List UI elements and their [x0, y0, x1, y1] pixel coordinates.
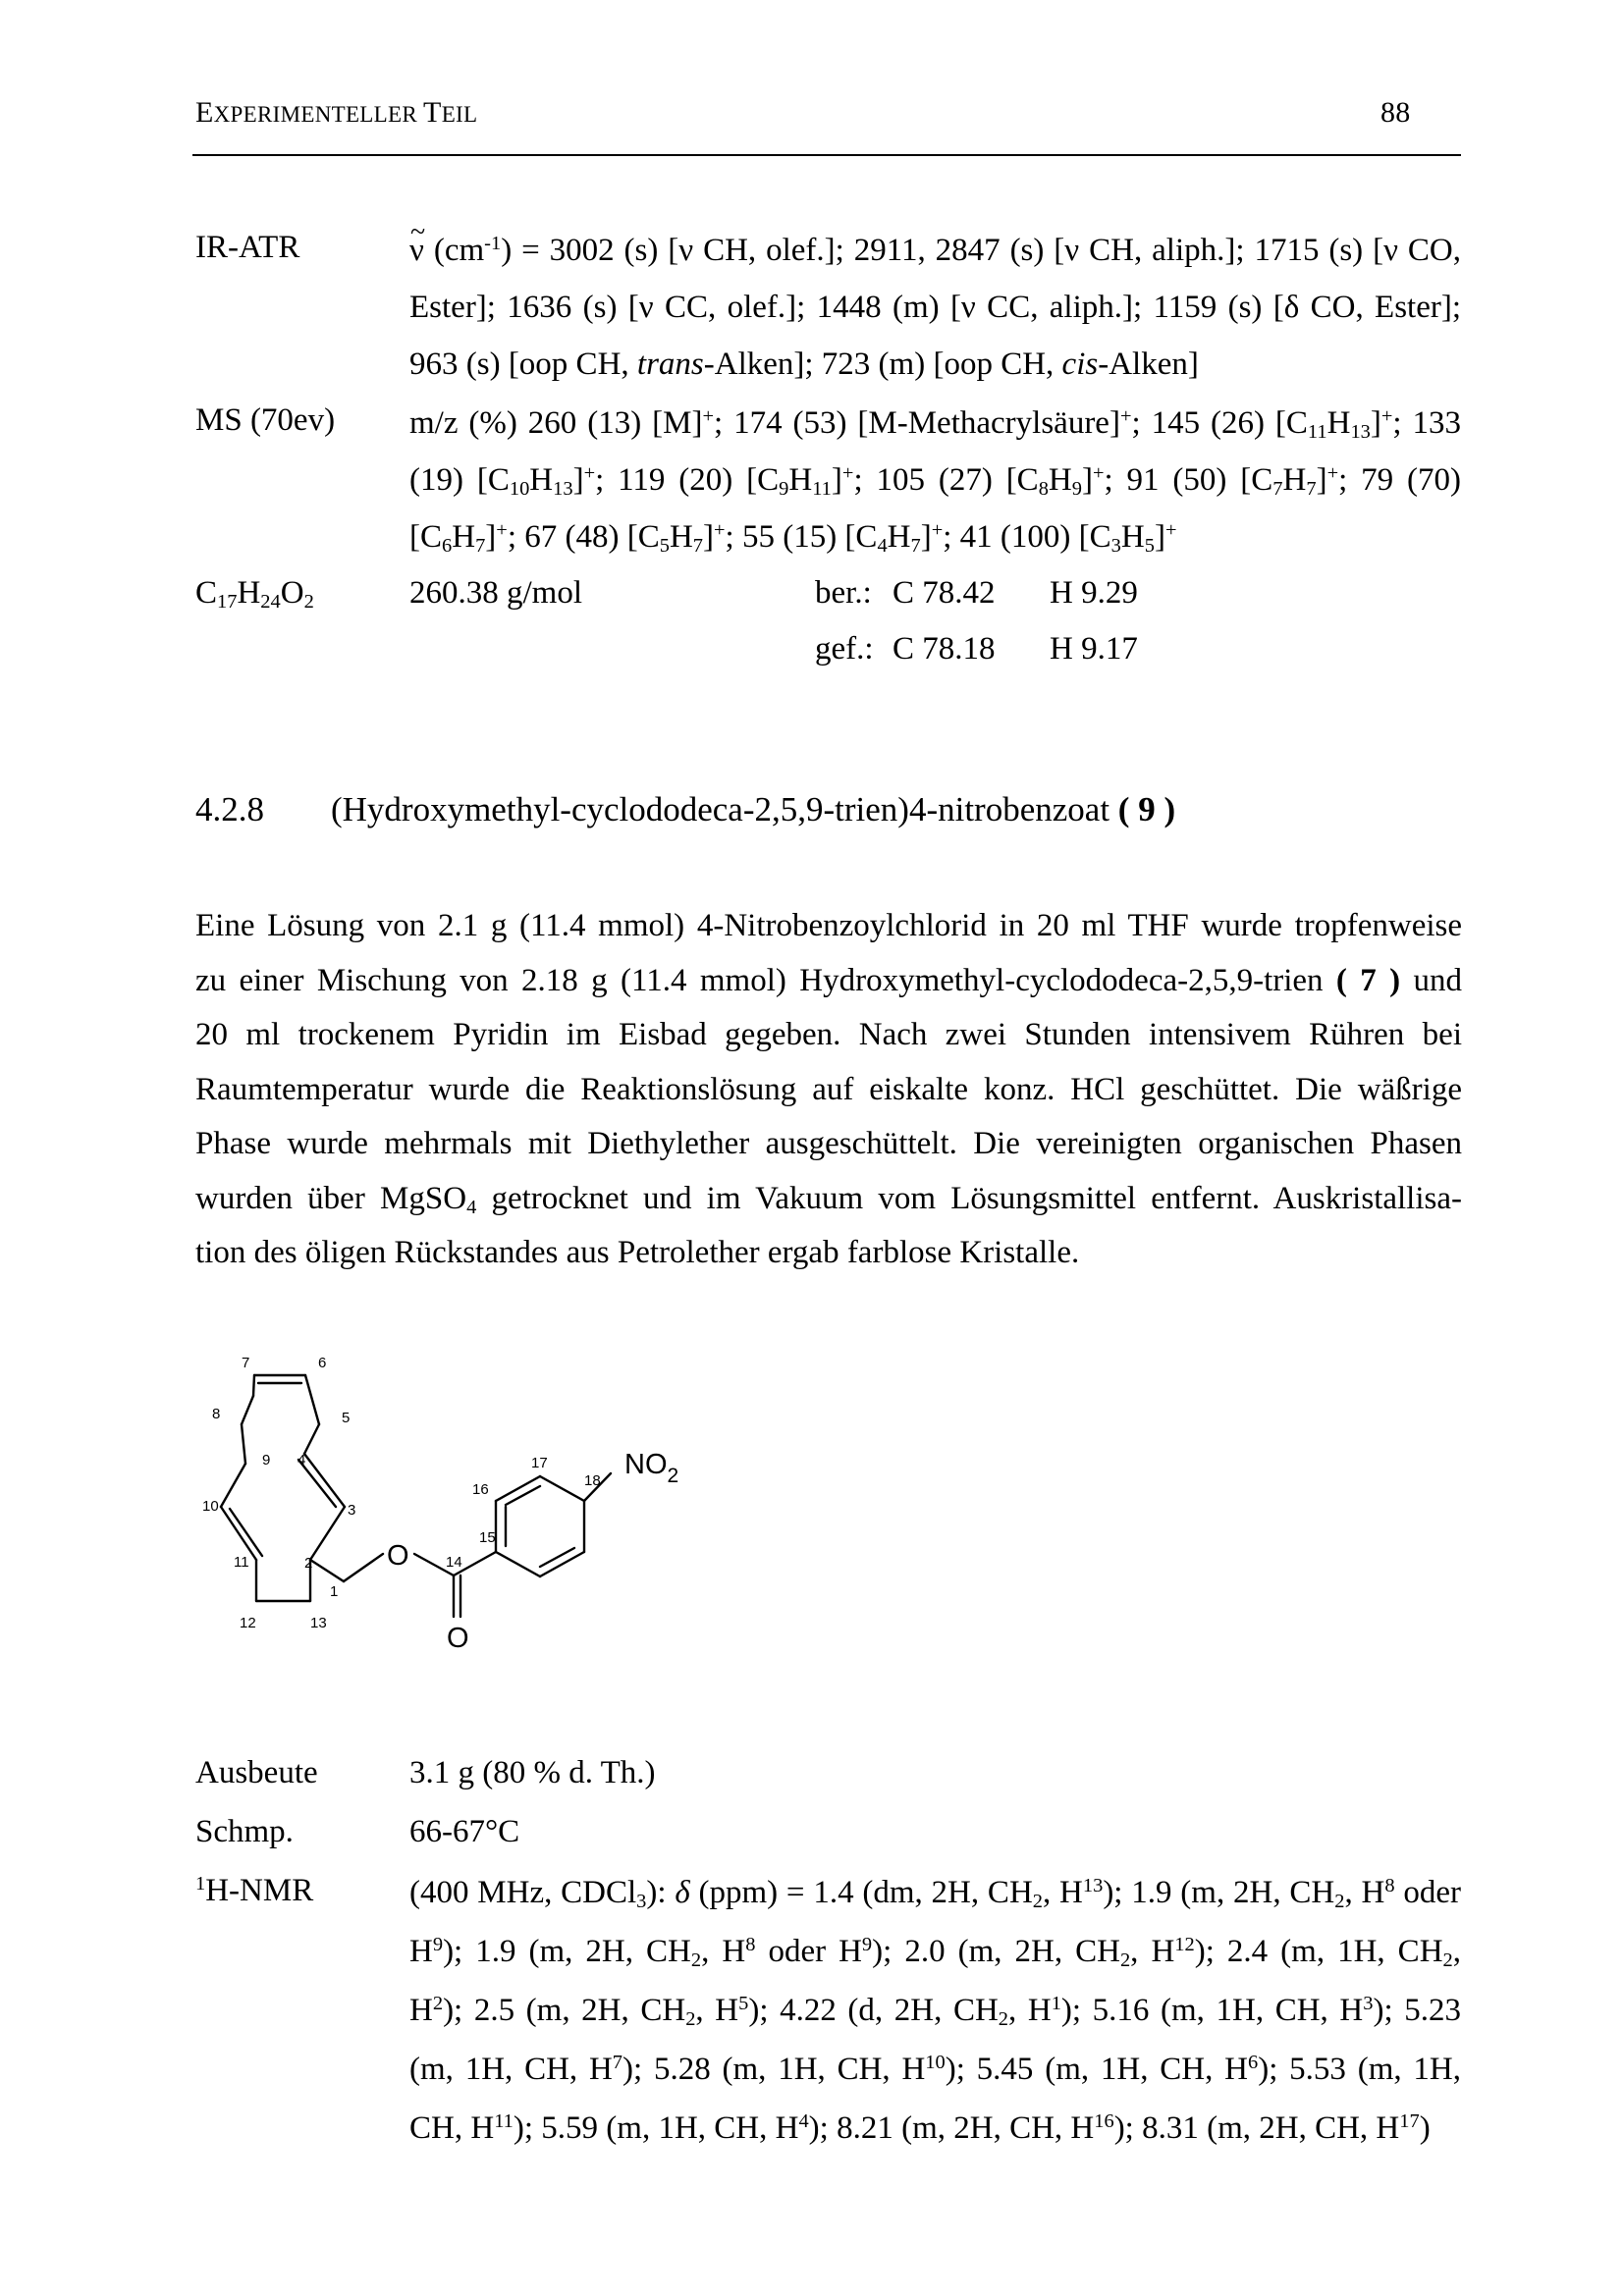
found-label: gef.: [815, 631, 874, 667]
yield-label: Ausbeute [195, 1755, 318, 1790]
atom-number-1: 1 [330, 1583, 339, 1600]
running-header: EXPERIMENTELLER TEIL [195, 96, 478, 129]
atom-numbers [202, 1355, 601, 1631]
atom-number-12: 12 [240, 1615, 256, 1631]
molar-mass: 260.38 g/mol [409, 575, 583, 611]
nmr-data: (400 MHz, CDCl$_3$): δ (ppm) = 1.4 (dm, 2H, $CH_2$, $H^{13}$); 1.9 (m, 2H, $CH_2$, $H^8$ oder $H^9$); 1.9 (m, 2H, $CH_2$, $H^8$ oder $H^9$); 2.0 (m, 2H, $CH_2$, $H^{12}$); 2.4 (m, 1H, $CH_2$, $H^2$); 2.5 (m, 2H, $CH_2$, $H^5$); 4.22 (d, 2H, $CH_2$, $H^1$); 5.16 (m, 1H, CH, $H^3$); 5.23 (m, 1H, CH, $H^7$); 5.28 (m, 1H, CH, $H^{10}$); 5.45 (m, 1H, CH, $H^6$); 5.53 (m, 1H, CH, $H^{11}$); 5.59 (m, 1H, CH, $H^4$); 8.21 (m, 2H, CH, $H^{16}$); 8.31 (m, 2H, CH, $H^{17}$) [409, 1874, 1462, 2146]
atom-number-9: 9 [262, 1452, 271, 1468]
found-carbon: C 78.18 [893, 631, 996, 667]
calc-label: ber.: [815, 575, 872, 611]
compound-number: ( 9 ) [1117, 790, 1176, 828]
ms-label: MS (70ev) [195, 402, 336, 438]
atom-number-14: 14 [446, 1554, 462, 1571]
atom-number-4: 4 [298, 1452, 306, 1468]
ms-data: m/z (%) 260 (13) [M]+; 174 (53) [M-Methacrylsäure]+; 145 (26) $[C_{11}H_{13}]^+$; 133 (19) $[C_{10}H_{13}]^+$; 119 (20) $[C_9H_{11}]^+$; 105 (27) $[C_8H_9]^+$; 91 (50) $[C_7H_7]^+$; 79 (70) $[C_6H_7]^+$; 67 (48) $[C_5H_7]^+$; 55 (15) $[C_4H_7]^+$; 41 (100) $[C_3H_5]^+$ [409, 404, 1461, 558]
atom-number-18: 18 [584, 1472, 601, 1489]
melting-point-label: Schmp. [195, 1814, 294, 1849]
nu-tilde-symbol: ~ ν [409, 222, 424, 279]
atom-number-7: 7 [242, 1355, 250, 1371]
nitro-group: $NO_2$ [624, 1449, 679, 1487]
structure-diagram [187, 1320, 736, 1674]
yield-value: 3.1 g (80 % d. Th.) [409, 1755, 656, 1790]
carbonyl-oxygen: O [447, 1623, 469, 1654]
section-heading [195, 790, 1175, 829]
atom-number-13: 13 [310, 1615, 327, 1631]
atom-number-10: 10 [202, 1498, 219, 1515]
atom-number-8: 8 [212, 1406, 221, 1422]
header-rule [192, 154, 1461, 156]
atom-number-15: 15 [479, 1529, 496, 1546]
ir-data: ~ ν $(cm^{-1}) = 3002$ (s) [ν CH, olef.]; 2911, 2847 (s) [ν CH, aliph.]; 1715 (s) [ν CO, Ester]; 1636 (s) [ν CC, olef.]; 1448 (m) [ν CC, aliph.]; 1159 (s) [δ CO, Ester]; 963 (s) [oop CH, trans-Alken]; 723 (m) [oop CH, cis-Alken] [409, 222, 1461, 393]
atom-number-17: 17 [531, 1455, 548, 1471]
procedure-paragraph: Eine Lösung von 2.1 g (11.4 mmol) 4-Nitrobenzoylchlorid in 20 ml THF wurde tropfenweise zu einer Mischung von 2.18 g (11.4 mmol) Hydroxymethyl-cyclododeca-2,5,9-trien ( 7 ) und 20 ml trockenem Pyridin im Eisbad gegeben. Nach zwei Stunden intensivem Rühren bei Raumtemperatur wurde die Reaktionslösung auf eiskalte konz. HCl geschüttet. Die wäßrige Phase wurde mehrmals mit Diethylether ausgeschüttelt. Die vereinigten organischen Phasen wurden über MgSO$_4$ getrocknet und im Vakuum vom Lösungsmittel entfernt. Auskristallisa- tion des öligen Rückstandes aus Petrolether ergab farblose Kristalle. [195, 908, 1462, 1270]
structure-bonds [221, 1375, 611, 1617]
ester-oxygen: O [387, 1540, 409, 1572]
atom-number-16: 16 [472, 1481, 489, 1498]
atom-number-5: 5 [342, 1410, 351, 1426]
section-number: 4.2.8 [195, 790, 264, 828]
molecular-formula: $C_{17}H_{24}O_2$ [195, 575, 314, 614]
section-title: (Hydroxymethyl-cyclododeca-2,5,9-trien)4-nitrobenzoat [331, 790, 1118, 828]
found-hydrogen: H 9.17 [1050, 631, 1138, 667]
page-number: 88 [1380, 96, 1411, 129]
atom-number-2: 2 [304, 1555, 313, 1572]
atom-number-3: 3 [348, 1502, 356, 1519]
calc-hydrogen: H 9.29 [1050, 575, 1138, 611]
atom-number-11: 11 [234, 1554, 249, 1571]
nmr-label: $^1$H-NMR [195, 1872, 314, 1908]
melting-point-value: 66-67°C [409, 1814, 520, 1849]
ir-label: IR-ATR [195, 230, 300, 265]
atom-number-6: 6 [318, 1355, 327, 1371]
calc-carbon: C 78.42 [893, 575, 996, 611]
